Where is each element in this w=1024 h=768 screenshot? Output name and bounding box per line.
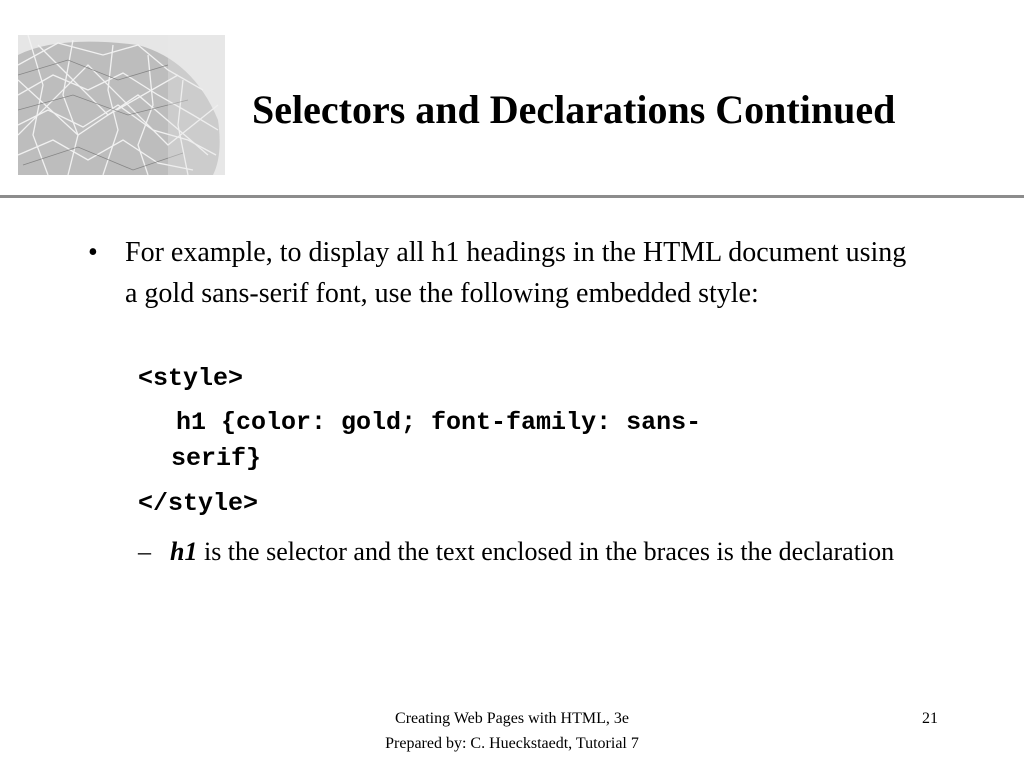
footer-author: Prepared by: C. Hueckstaedt, Tutorial 7: [385, 735, 639, 752]
code-line-rule-continued: serif}: [171, 444, 262, 473]
sub-bullet-marker: –: [138, 537, 151, 566]
slide-title: Selectors and Declarations Continued: [252, 87, 896, 132]
selector-emphasis: h1: [170, 537, 198, 566]
code-line-rule: h1 {color: gold; font-family: sans-: [176, 408, 702, 437]
code-line-style-open: <style>: [138, 364, 244, 393]
sub-bullet-text: [170, 533, 930, 570]
bullet-marker: •: [88, 237, 98, 268]
page-number: 21: [922, 710, 938, 727]
title-divider: [0, 195, 1024, 198]
geodesic-sculpture-image: [18, 35, 225, 175]
sub-bullet-body: is the selector and the text enclosed in the braces is the declaration: [197, 537, 895, 566]
slide-logo-image: [18, 35, 225, 175]
slide-footer: [312, 706, 712, 756]
code-line-style-close: </style>: [138, 489, 259, 518]
bullet-text: For example, to display all h1 headings in the HTML document using a gold sans-serif font, use the following embedded style:: [125, 237, 907, 309]
footer-course-title: Creating Web Pages with HTML, 3e: [395, 710, 629, 727]
